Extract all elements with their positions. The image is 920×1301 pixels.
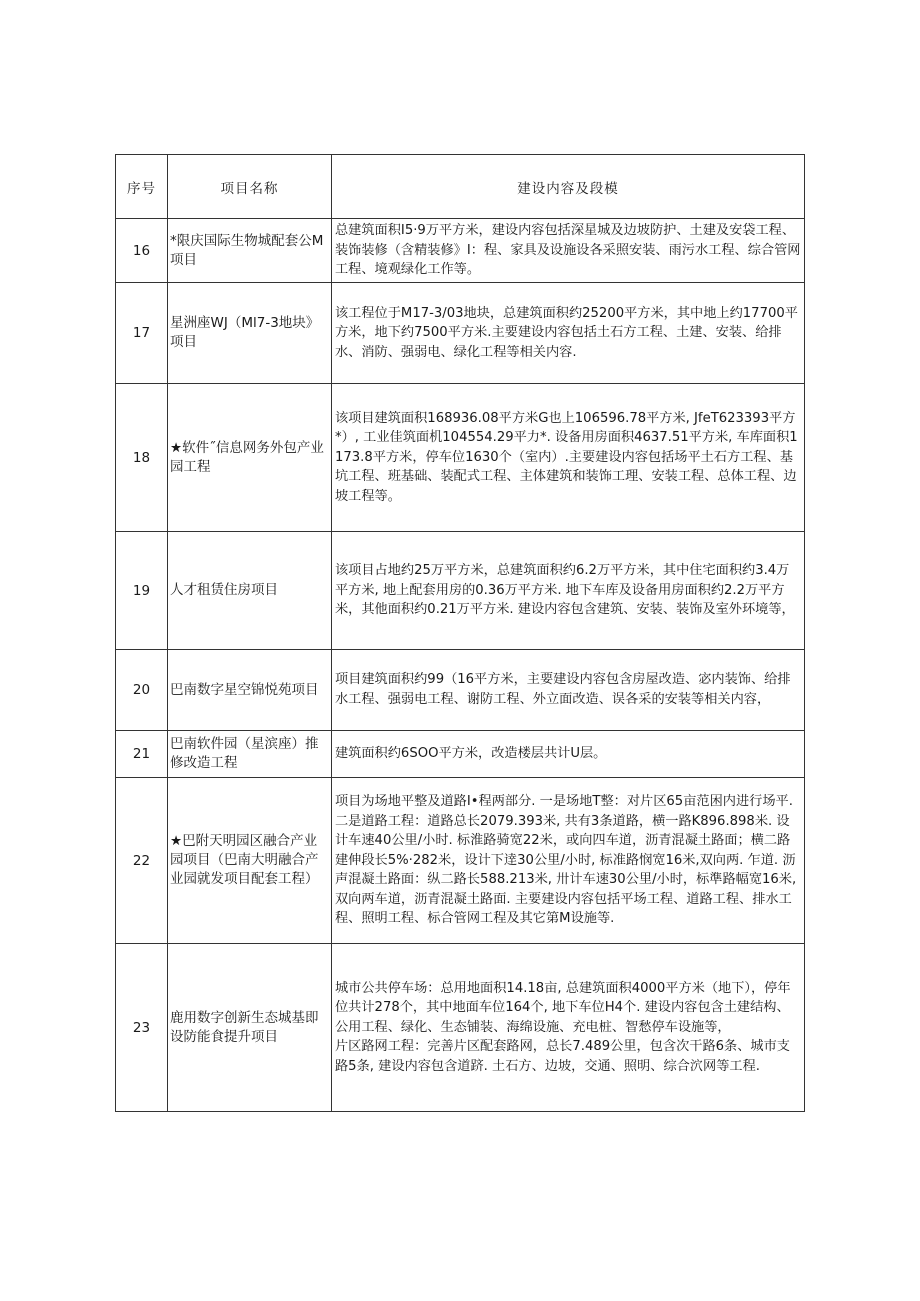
row-project-name: 星洲座WJ（Ml7-3地块》项目 [168,283,332,384]
row-project-name: 人才租赁住房项目 [168,532,332,650]
table-row [116,731,805,778]
table-row [116,219,805,283]
table-row [116,650,805,731]
row-project-name: 巴南软件园（星滨座）推修改造工程 [168,731,332,778]
row-num: 23 [116,944,168,1112]
table-row [116,778,805,944]
row-project-name: *限庆国际生物城配套公M项目 [168,219,332,283]
row-num: 21 [116,731,168,778]
header-content: 建设内容及段模 [332,155,805,219]
row-content: 建筑面积约6SOO平方米，改造楼层共计U层。 [332,731,805,778]
table-row [116,283,805,384]
row-content: 该项目建筑面积168936.08平方米G也上106596.78平方米, JfeT623393平方*）, 工业佳筑面机104554.29平力*. 设备用房面积4637.51平方米, 车库面积1173.8平方米，停车位1630个（室内）.主要建设内容包括场平土石方工程、基坑工程、班基础、装配式工程、主体建筑和装饰工理、安装工程、总体工程、边坡工程等。 [332,384,805,532]
row-content: 总建筑面积I5·9万平方米，建设内容包括深星城及边坡防护、土建及安袋工程、装饰装修（含精装修》I：程、家具及设施设各采照安装、雨污水工程、综合管网工程、境观绿化工作等。 [332,219,805,283]
row-content: 项目为场地平整及道路I•程两部分. 一是场地T整：对片区65亩范困内进行场平. 二是道路工程：道路总长2079.393米, 共有3条道路，横一路K896.898米. 设计车速40公里/小时. 标淮路骑宽22米，或向四车道，沥青混凝土路面；横二路建伸段长5%·282米，设计下逹30公里/小时, 标准路悯宽16米,双向两. 乍道. 沥声混凝土路面：纵二路长588.213米, 卅计车速30公里/小时，标準路幅宽16米, 双向两车道，沥青混凝土路面. 主要建设内容包括平场工程、道路工程、排水工程、照明工程、标合管网工程及其它第M设施等. [332,778,805,944]
table-row [116,944,805,1112]
row-content: 该项目占地约25万平方米，总建筑面积约6.2万平方米，其中住宅面积约3.4万平方米, 地上配套用房的0.36万平方米. 地下车库及设备用房面积约2.2万平方米，其他面积约0.21万平方米. 建设内容包含建筑、安装、装饰及室外环境等， [332,532,805,650]
table-header-row [116,155,805,219]
row-project-name: ★巴附天明园区融合产业园项目（巴南大明融合产业园就发项目配套工程） [168,778,332,944]
row-project-name: 巴南数字星空锦悦苑项目 [168,650,332,731]
row-content: 城市公共停车场：总用地面积14.18亩, 总建筑面积4000平方米（地下），停年位共计278个，其中地面车位164个, 地下车位H4个. 建设内容包含土建结构、公用工程、绿化、生态铺装、海绵设施、充电桩、智愁停车设施等， 片区路网工程：完善片区配套路网，总长7.489公里，包含次干路6条、城巿支路5条, 建设内容包含道跻. 土石方、边坡，交通、照明、综合泬网等工程. [332,944,805,1112]
row-content: 该工程位于M17-3/03地块，总建筑面积约25200平方米，其中地上约17700平方米，地下约7500平方米.主要建设内容包括土石方工程、土建、安装、给排水、消防、强弱电、绿化工程等相关内容. [332,283,805,384]
header-name: 项目名称 [168,155,332,219]
row-num: 16 [116,219,168,283]
row-num: 20 [116,650,168,731]
table-row [116,384,805,532]
row-content: 项目建筑面积约99（16平方米，主要建设内容包含房屋改造、宓内装饰、给排水工程、强弱电工程、谢防工程、外立面改造、误各采的安装等相关内容， [332,650,805,731]
row-project-name: ★软件˝信息网务外包产业园工程 [168,384,332,532]
header-num: 序号 [116,155,168,219]
project-table [115,154,805,1112]
table-row [116,532,805,650]
row-num: 22 [116,778,168,944]
row-num: 18 [116,384,168,532]
row-project-name: 鹿用数字创新生态城基即设防能食提升项目 [168,944,332,1112]
row-num: 19 [116,532,168,650]
row-num: 17 [116,283,168,384]
